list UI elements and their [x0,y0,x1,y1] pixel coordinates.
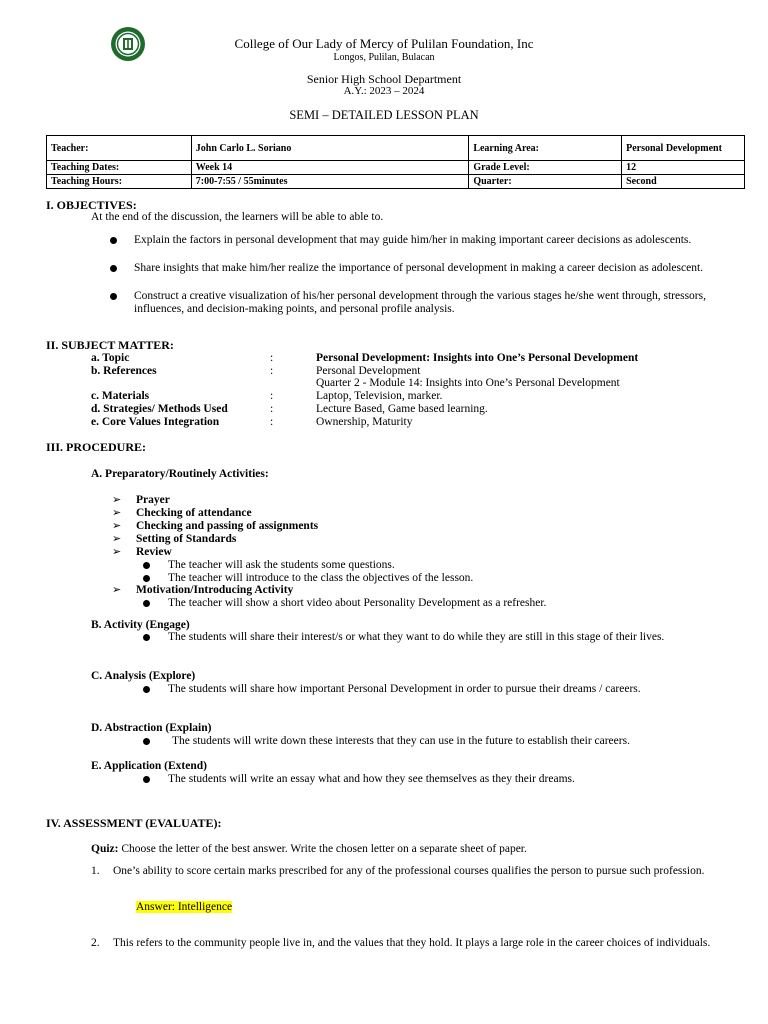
subject-label-references: b. References [91,365,157,377]
motivation-label: Motivation/Introducing Activity [136,584,294,596]
question-1: One’s ability to score certain marks prescribed for any of the professional courses qualifies the person to pursue such profession. [113,865,705,877]
document-title: SEMI – DETAILED LESSON PLAN [289,108,479,122]
academic-year: A.Y.: 2023 – 2024 [343,85,425,97]
subject-value-materials: Laptop, Television, marker. [316,390,443,402]
subject-value-references-2: Quarter 2 - Module 14: Insights into One’s Personal Development [316,377,620,389]
review-item: The teacher will ask the students some questions. [168,559,395,571]
bullet-icon [143,562,150,569]
analysis-item: The students will share how important Personal Development in order to pursue their dreams / careers. [168,683,641,695]
activity-item: The students will share their interest/s or what they want to do while they are still in this stage of their lives. [168,631,665,643]
answer-highlight: Answer: Intelligence [136,901,233,913]
bullet-icon [110,293,117,300]
assessment-heading: IV. ASSESSMENT (EVALUATE): [46,816,222,830]
bullet-icon [143,738,150,745]
abstraction-item: The students will write down these interests that they can use in the future to establish their careers. [172,735,630,747]
question-number: 1. [91,865,100,877]
application-item: The students will write an essay what and how they see themselves as they their dreams. [168,773,575,785]
bullet-icon [110,265,117,272]
subject-value-references: Personal Development [316,365,421,377]
bullet-icon [143,686,150,693]
prep-item: Checking and passing of assignments [136,520,319,532]
department: Senior High School Department [306,72,462,86]
subject-label-materials: c. Materials [91,390,150,402]
answer-line [136,901,232,914]
procedure-heading: III. PROCEDURE: [46,440,147,454]
subject-value-core-values: Ownership, Maturity [316,416,413,428]
bullet-icon [143,575,150,582]
abstraction-heading: D. Abstraction (Explain) [91,722,212,734]
learning-area-value: Personal Development [622,136,745,161]
learning-area-label: Learning Area: [469,136,622,161]
colon: : [270,390,274,402]
question-number: 2. [91,937,100,949]
prep-item: Review [136,546,172,558]
analysis-heading: C. Analysis (Explore) [91,670,196,682]
arrow-icon: ➢ [112,507,122,519]
prep-item: Prayer [136,494,170,506]
grade-level-value: 12 [622,161,745,175]
teaching-dates-value: Week 14 [191,161,469,175]
teaching-dates-label: Teaching Dates: [47,161,192,175]
arrow-icon: ➢ [112,546,122,558]
colon: : [270,416,274,428]
teaching-hours-label: Teaching Hours: [47,175,192,189]
grade-level-label: Grade Level: [469,161,622,175]
application-heading: E. Application (Extend) [91,760,207,772]
quiz-label: Quiz: [91,843,119,855]
quarter-value: Second [622,175,745,189]
bullet-icon [143,776,150,783]
colon: : [270,403,274,415]
subject-value-topic: Personal Development: Insights into One’s Personal Development [316,352,639,364]
objectives-heading: I. OBJECTIVES: [46,198,137,212]
objective-item: Explain the factors in personal development that may guide him/her in making important career decisions as adolescents. [134,234,692,246]
subject-value-strategies: Lecture Based, Game based learning. [316,403,488,415]
objectives-intro: At the end of the discussion, the learners will be able to able to. [91,211,384,223]
colon: : [270,352,274,364]
colon: : [270,365,274,377]
arrow-icon: ➢ [112,533,122,545]
quarter-label: Quarter: [469,175,622,189]
arrow-icon: ➢ [112,584,122,596]
school-name: College of Our Lady of Mercy of Pulilan Foundation, Inc [234,36,534,51]
teaching-hours-value: 7:00-7:55 / 55minutes [191,175,469,189]
bullet-icon [143,634,150,641]
arrow-icon: ➢ [112,520,122,532]
motivation-item: The teacher will show a short video about Personality Development as a refresher. [168,597,547,609]
objective-item: Construct a creative visualization of his/her personal development through the various stages he/she went through, stressors, influences, and decision-making points, and personal profile analysis. [134,290,706,315]
subject-label-strategies: d. Strategies/ Methods Used [91,403,228,415]
school-address: Longos, Pulilan, Bulacan [333,52,435,63]
info-table [46,135,745,189]
activity-heading: B. Activity (Engage) [91,619,190,631]
question-2: This refers to the community people live in, and the values that they hold. It plays a large role in the career choices of individuals. [113,937,711,949]
subject-label-core-values: e. Core Values Integration [91,416,220,428]
preparatory-heading: A. Preparatory/Routinely Activities: [91,468,269,480]
teacher-value: John Carlo L. Soriano [191,136,469,161]
quiz-instruction: Choose the letter of the best answer. Write the chosen letter on a separate sheet of paper. [121,843,527,855]
subject-matter-heading: II. SUBJECT MATTER: [46,338,174,352]
review-item: The teacher will introduce to the class the objectives of the lesson. [168,572,474,584]
prep-item: Checking of attendance [136,507,252,519]
subject-label-topic: a. Topic [91,352,130,364]
teacher-label: Teacher: [47,136,192,161]
arrow-icon: ➢ [112,494,122,506]
prep-item: Setting of Standards [136,533,237,545]
objective-item: Share insights that make him/her realize the importance of personal development in making a career decision as adolescent. [134,262,704,274]
quiz-instruction-line [91,843,527,856]
bullet-icon [143,600,150,607]
bullet-icon [110,237,117,244]
